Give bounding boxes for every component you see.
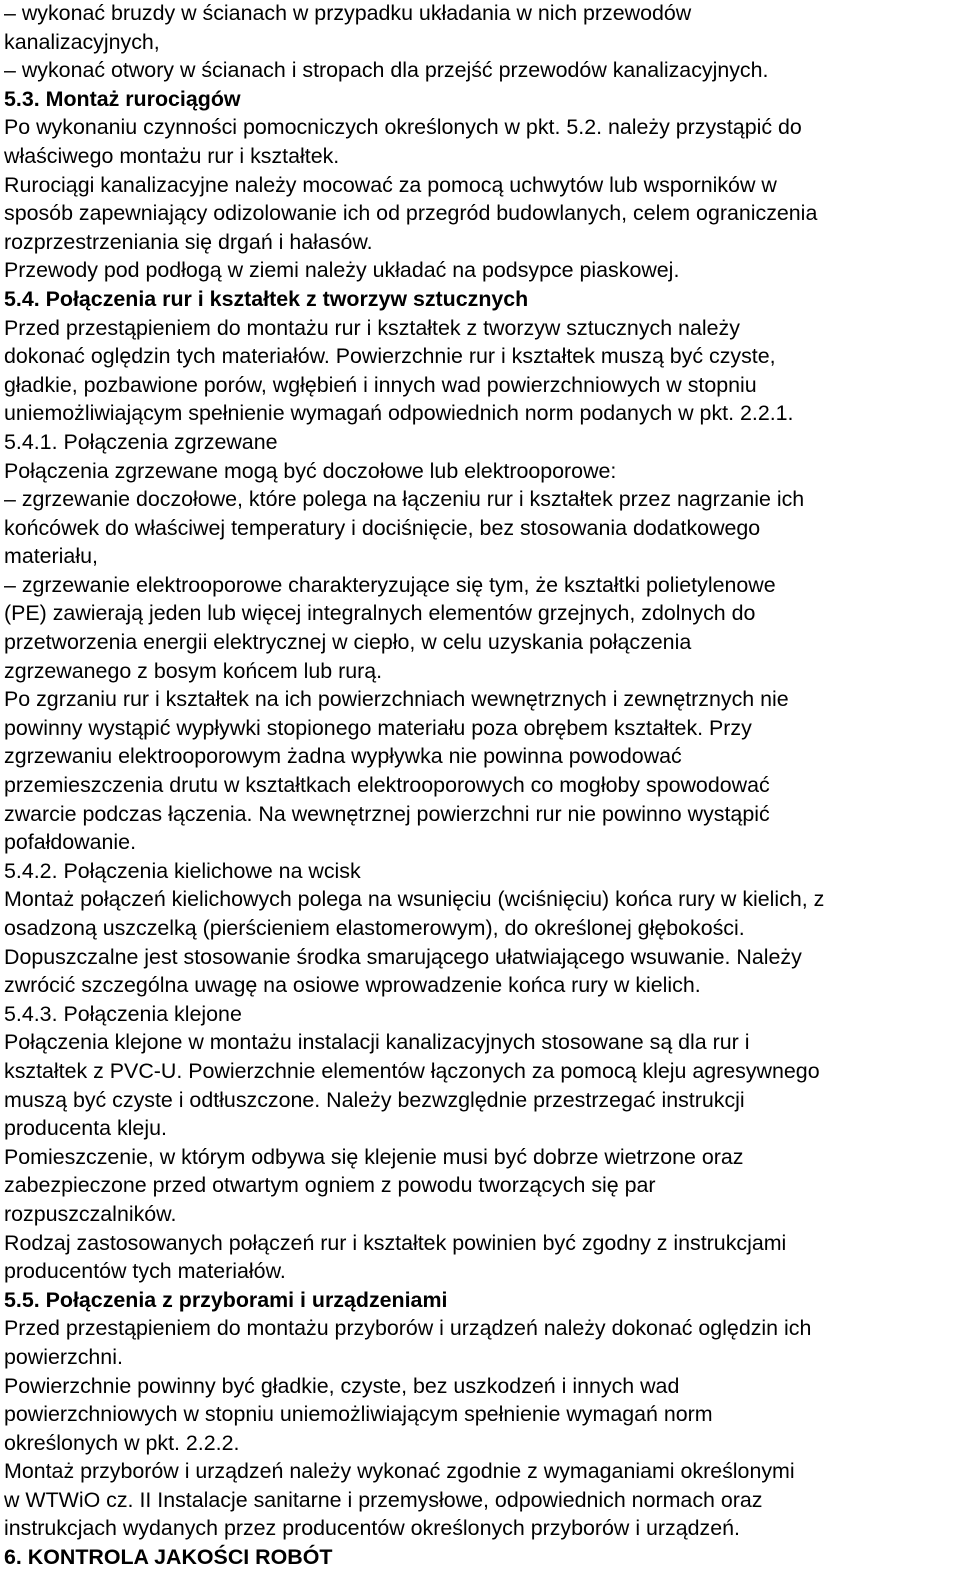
text-line: producentów tych materiałów. — [4, 1259, 286, 1284]
text-line: – wykonać bruzdy w ścianach w przypadku układania w nich przewodów — [4, 1, 692, 25]
text-line: Po zgrzaniu rur i kształtek na ich powierzchniach wewnętrznych i zewnętrznych nie — [4, 687, 789, 712]
text-line: zgrzewaniu elektrooporowym żadna wypływka nie powinna powodować — [4, 744, 682, 769]
text-line: materiału, — [4, 544, 98, 569]
text-line: pofałdowanie. — [4, 830, 137, 855]
text-line: końcówek do właściwej temperatury i dociśnięcie, bez stosowania dodatkowego — [4, 515, 761, 540]
text-line: Dopuszczalne jest stosowanie środka smarującego ułatwiającego wsuwanie. Należy — [4, 944, 802, 969]
text-line: Przewody pod podłogą w ziemi należy układać na podsypce piaskowej. — [4, 258, 680, 283]
text-line: osadzoną uszczelką (pierścieniem elastomerowym), do określonej głębokości. — [4, 916, 745, 940]
text-line: przemieszczenia drutu w kształtkach elektrooporowych co mogłoby spowodować — [4, 773, 770, 798]
text-line: Rurociągi kanalizacyjne należy mocować za pomocą uchwytów lub wsporników w — [4, 172, 777, 197]
text-line: Montaż przyborów i urządzeń należy wykonać zgodnie z wymaganiami określonymi — [4, 1459, 795, 1484]
text-line: Przed przestąpieniem do montażu rur i kształtek z tworzyw sztucznych należy — [4, 315, 740, 340]
text-line: Rodzaj zastosowanych połączeń rur i kształtek powinien być zgodny z instrukcjami — [4, 1230, 787, 1255]
text-line: dokonać oględzin tych materiałów. Powierzchnie rur i kształtek muszą być czyste, — [4, 344, 776, 369]
text-line: uniemożliwiającym spełnienie wymagań odpowiednich norm podanych w pkt. 2.2.1. — [4, 401, 794, 426]
text-line: określonych w pkt. 2.2.2. — [4, 1430, 240, 1455]
text-line: Połączenia zgrzewane mogą być doczołowe lub elektrooporowe: — [4, 458, 617, 483]
text-line: zwrócić szczególna uwagę na osiowe wprowadzenie końca rury w kielich. — [4, 973, 701, 998]
text-line: Montaż połączeń kielichowych polega na wsunięciu (wciśnięciu) końca rury w kielich, z — [4, 887, 825, 912]
text-line: zabezpieczone przed otwartym ogniem z powodu tworzących się par — [4, 1173, 656, 1198]
text-line: właściwego montażu rur i kształtek. — [4, 143, 340, 168]
document-page — [4, 0, 958, 1572]
text-line: zgrzewanego z bosym końcem lub rurą. — [4, 658, 383, 683]
section-heading: 5.4. Połączenia rur i kształtek z tworzyw sztucznych — [4, 286, 529, 311]
text-line: (PE) zawierają jeden lub więcej integralnych elementów grzejnych, zdolnych do — [4, 601, 756, 626]
text-line: muszą być czyste i odtłuszczone. Należy bezwzględnie przestrzegać instrukcji — [4, 1087, 745, 1112]
text-line: Po wykonaniu czynności pomocniczych określonych w pkt. 5.2. należy przystąpić do — [4, 115, 802, 140]
text-line: kształtek z PVC-U. Powierzchnie elementów łączonych za pomocą kleju agresywnego — [4, 1058, 820, 1083]
text-line: powinny wystąpić wypływki stopionego materiału poza obrębem kształtek. Przy — [4, 715, 752, 740]
text-line: – zgrzewanie elektrooporowe charakteryzujące się tym, że kształtki polietylenowe — [4, 572, 776, 597]
text-line: 5.4.2. Połączenia kielichowe na wcisk — [4, 858, 361, 883]
text-line: – wykonać otwory w ścianach i stropach dla przejść przewodów kanalizacyjnych. — [4, 58, 769, 83]
text-line: – zgrzewanie doczołowe, które polega na łączeniu rur i kształtek przez nagrzanie ich — [4, 487, 805, 512]
section-heading: 5.5. Połączenia z przyborami i urządzeniami — [4, 1287, 448, 1312]
text-line: instrukcjach wydanych przez producentów określonych przyborów i urządzeń. — [4, 1516, 740, 1541]
text-line: przetworzenia energii elektrycznej w ciepło, w celu uzyskania połączenia — [4, 630, 692, 655]
text-line: rozprzestrzeniania się drgań i hałasów. — [4, 229, 373, 254]
text-line: gładkie, pozbawione porów, wgłębień i innych wad powierzchniowych w stopniu — [4, 372, 757, 397]
text-line: 5.4.3. Połączenia klejone — [4, 1001, 242, 1026]
section-heading: 6. KONTROLA JAKOŚCI ROBÓT — [4, 1545, 333, 1570]
text-line: kanalizacyjnych, — [4, 29, 160, 54]
text-line: sposób zapewniający odizolowanie ich od przegród budowlanych, celem ograniczenia — [4, 201, 818, 226]
text-line: powierzchniowych w stopniu uniemożliwiającym spełnienie wymagań norm — [4, 1402, 713, 1427]
text-line: powierzchni. — [4, 1344, 123, 1369]
text-line: 5.4.1. Połączenia zgrzewane — [4, 429, 278, 454]
text-line: zwarcie podczas łączenia. Na wewnętrznej powierzchni rur nie powinno wystąpić — [4, 801, 770, 826]
text-line: Przed przestąpieniem do montażu przyborów i urządzeń należy dokonać oględzin ich — [4, 1316, 812, 1341]
section-heading: 5.3. Montaż rurociągów — [4, 86, 241, 111]
text-line: w WTWiO cz. II Instalacje sanitarne i przemysłowe, odpowiednich normach oraz — [4, 1487, 763, 1512]
text-line: Pomieszczenie, w którym odbywa się klejenie musi być dobrze wietrzone oraz — [4, 1144, 744, 1169]
text-line: Połączenia klejone w montażu instalacji kanalizacyjnych stosowane są dla rur i — [4, 1030, 750, 1055]
text-line: rozpuszczalników. — [4, 1201, 177, 1226]
text-line: Powierzchnie powinny być gładkie, czyste, bez uszkodzeń i innych wad — [4, 1373, 680, 1398]
text-line: producenta kleju. — [4, 1116, 167, 1141]
